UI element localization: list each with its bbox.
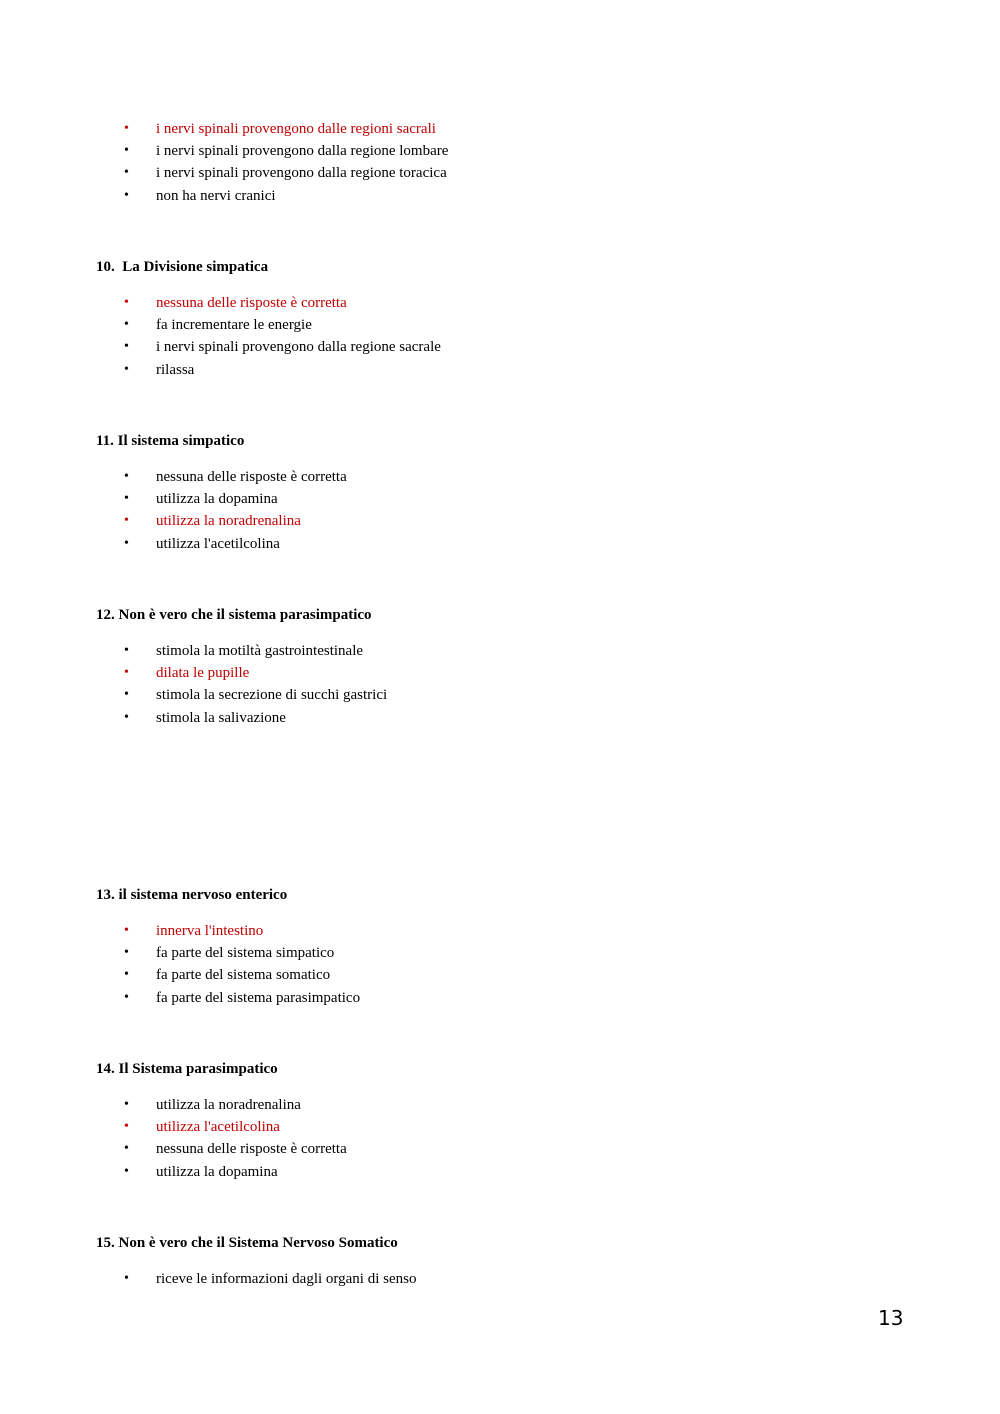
answer-text: non ha nervi cranici xyxy=(156,188,276,204)
answer-option xyxy=(0,707,700,729)
answer-text: i nervi spinali provengono dalla regione toracica xyxy=(156,165,447,181)
answer-text: stimola la motiltà gastrointestinale xyxy=(156,643,364,659)
answer-option xyxy=(0,640,700,662)
answer-text: i nervi spinali provengono dalle regioni sacrali xyxy=(156,121,436,137)
answer-text: i nervi spinali provengono dalla regione sacrale xyxy=(156,339,441,355)
answer-option xyxy=(0,1161,700,1183)
answer-option xyxy=(0,920,700,942)
answer-option xyxy=(0,1268,700,1290)
bullet-icon: • xyxy=(124,536,129,551)
answer-option xyxy=(0,987,700,1009)
question-title: 15. Non è vero che il Sistema Nervoso Somatico xyxy=(96,1235,398,1251)
bullet-icon: • xyxy=(124,1271,129,1286)
bullet-icon: • xyxy=(124,317,129,332)
answer-option xyxy=(0,185,700,207)
answer-text: utilizza la noradrenalina xyxy=(156,1097,301,1113)
question-title: 11. Il sistema simpatico xyxy=(96,433,245,449)
bullet-icon: • xyxy=(124,1164,129,1179)
answer-text: stimola la secrezione di succhi gastrici xyxy=(156,687,388,703)
bullet-icon: • xyxy=(124,687,129,702)
answer-text: i nervi spinali provengono dalla regione lombare xyxy=(156,143,449,159)
bullet-icon: • xyxy=(124,643,129,658)
answer-option xyxy=(0,118,700,140)
bullet-icon: • xyxy=(124,295,129,310)
answer-text: fa parte del sistema parasimpatico xyxy=(156,990,361,1006)
answer-text: fa incrementare le energie xyxy=(156,317,312,333)
answer-text: utilizza l'acetilcolina xyxy=(156,1119,280,1135)
answer-option xyxy=(0,662,700,684)
bullet-icon: • xyxy=(124,710,129,725)
bullet-icon: • xyxy=(124,469,129,484)
bullet-icon: • xyxy=(124,121,129,136)
bullet-icon: • xyxy=(124,923,129,938)
question-title: 10. La Divisione simpatica xyxy=(96,259,269,275)
bullet-icon: • xyxy=(124,1097,129,1112)
question-title: 13. il sistema nervoso enterico xyxy=(96,887,288,903)
answer-option xyxy=(0,1116,700,1138)
bullet-icon: • xyxy=(124,945,129,960)
answer-option xyxy=(0,1138,700,1160)
bullet-icon: • xyxy=(124,143,129,158)
answer-text: nessuna delle risposte è corretta xyxy=(156,469,347,485)
bullet-icon: • xyxy=(124,491,129,506)
answer-option xyxy=(0,336,700,358)
answer-text: rilassa xyxy=(156,362,195,378)
answer-text: dilata le pupille xyxy=(156,665,250,681)
answer-option xyxy=(0,292,700,314)
bullet-icon: • xyxy=(124,1141,129,1156)
answer-text: riceve le informazioni dagli organi di senso xyxy=(156,1271,417,1287)
answer-text: innerva l'intestino xyxy=(156,923,264,939)
answer-option xyxy=(0,162,700,184)
answer-option xyxy=(0,533,700,555)
page-number: 13 xyxy=(878,1306,904,1330)
answer-text: nessuna delle risposte è corretta xyxy=(156,1141,347,1157)
bullet-icon: • xyxy=(124,362,129,377)
answer-text: utilizza la dopamina xyxy=(156,1164,278,1180)
answer-option xyxy=(0,359,700,381)
answer-option xyxy=(0,684,700,706)
question-title: 12. Non è vero che il sistema parasimpatico xyxy=(96,607,372,623)
answer-text: nessuna delle risposte è corretta xyxy=(156,295,347,311)
answer-option xyxy=(0,1094,700,1116)
answer-text: stimola la salivazione xyxy=(156,710,286,726)
bullet-icon: • xyxy=(124,990,129,1005)
question-title: 14. Il Sistema parasimpatico xyxy=(96,1061,278,1077)
bullet-icon: • xyxy=(124,339,129,354)
bullet-icon: • xyxy=(124,1119,129,1134)
answer-text: utilizza l'acetilcolina xyxy=(156,536,280,552)
answer-option xyxy=(0,488,700,510)
answer-option xyxy=(0,510,700,532)
answer-option xyxy=(0,964,700,986)
answer-option xyxy=(0,942,700,964)
bullet-icon: • xyxy=(124,513,129,528)
answer-text: fa parte del sistema somatico xyxy=(156,967,331,983)
answer-option xyxy=(0,140,700,162)
answer-text: fa parte del sistema simpatico xyxy=(156,945,335,961)
answer-option xyxy=(0,314,700,336)
answer-text: utilizza la dopamina xyxy=(156,491,278,507)
bullet-icon: • xyxy=(124,967,129,982)
answer-text: utilizza la noradrenalina xyxy=(156,513,301,529)
bullet-icon: • xyxy=(124,665,129,680)
bullet-icon: • xyxy=(124,188,129,203)
bullet-icon: • xyxy=(124,165,129,180)
answer-option xyxy=(0,466,700,488)
